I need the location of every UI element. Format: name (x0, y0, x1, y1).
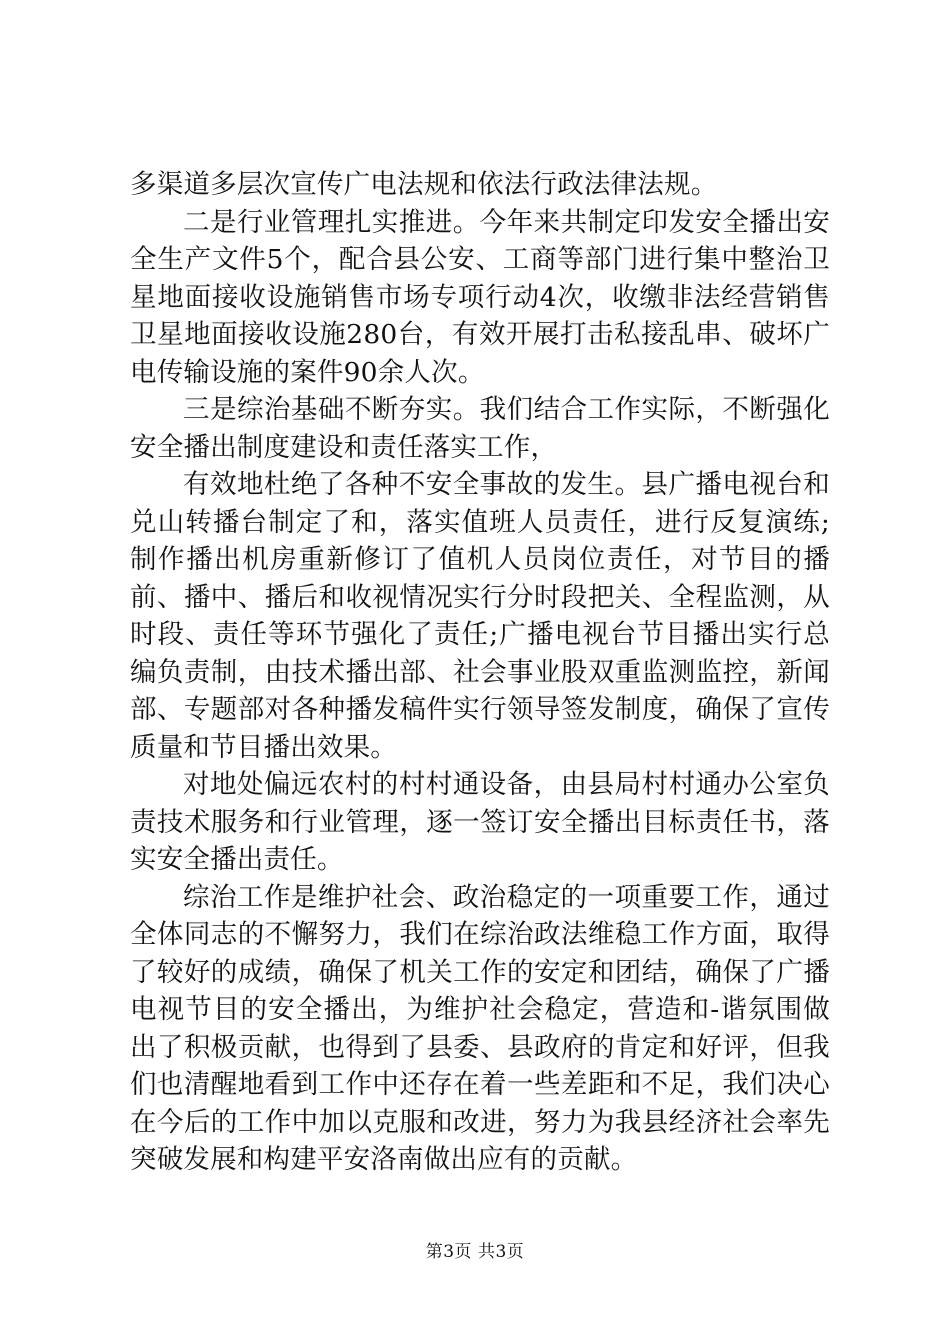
paragraph: 二是行业管理扎实推进。今年来共制定印发安全播出安全生产文件5个，配合县公安、工商等部门进行集中整治卫星地面接收设施销售市场专项行动4次，收缴非法经营销售卫星地面接收设施280台，有效开展打击私接乱串、破坏广电传输设施的案件90余人次。 (130, 206, 830, 388)
paragraph: 综治工作是维护社会、政治稳定的一项重要工作，通过全体同志的不懈努力，我们在综治政法维稳工作方面，取得了较好的成绩，确保了机关工作的安定和团结，确保了广播电视节目的安全播出，为维护社会稳定，营造和-谐氛围做出了积极贡献，也得到了县委、县政府的肯定和好评，但我们也清醒地看到工作中还存在着一些差距和不足，我们决心在今后的工作中加以克服和改进，努力为我县经济社会率先突破发展和构建平安洛南做出应有的贡献。 (130, 881, 830, 1175)
paragraph: 三是综治基础不断夯实。我们结合工作实际，不断强化安全播出制度建设和责任落实工作， (130, 394, 830, 463)
page-number-footer: 第3页 共3页 (425, 1242, 525, 1262)
paragraph: 多渠道多层次宣传广电法规和依法行政法律法规。 (130, 169, 718, 200)
document-body (130, 166, 830, 1179)
paragraph: 有效地杜绝了各种不安全事故的发生。县广播电视台和兑山转播台制定了和，落实值班人员责任，进行反复演练;制作播出机房重新修订了值机人员岗位责任，对节目的播前、播中、播后和收视情况实行分时段把关、全程监测，从时段、责任等环节强化了责任;广播电视台节目播出实行总编负责制，由技术播出部、社会事业股双重监测监控，新闻部、专题部对各种播发稿件实行领导签发制度，确保了宣传质量和节目播出效果。 (130, 469, 830, 763)
paragraph: 对地处偏远农村的村村通设备，由县局村村通办公室负责技术服务和行业管理，逐一签订安全播出目标责任书，落实安全播出责任。 (130, 769, 830, 875)
